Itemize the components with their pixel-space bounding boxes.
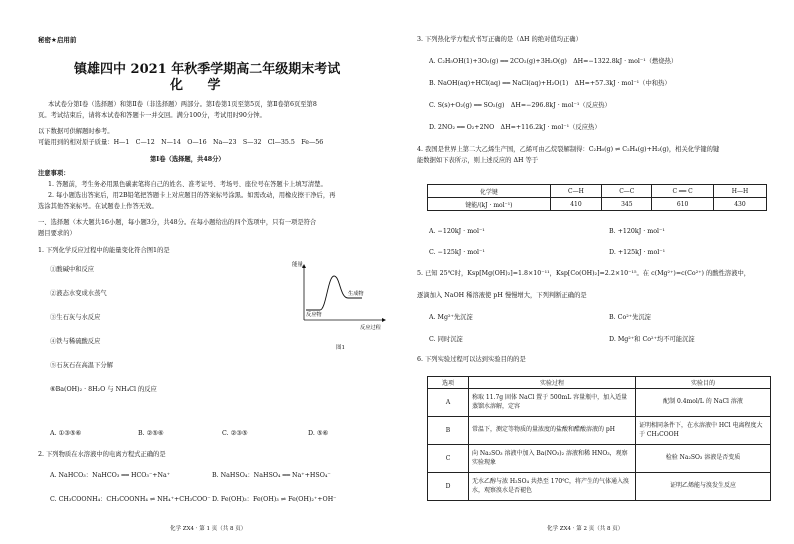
notice-1: 1. 答题前，考生务必用黑色碳素笔将自己的姓名、准考证号、考场号、座位号在答题卡上填写清楚。 <box>48 181 327 188</box>
intro-line-2: 页。考试结束后，请将本试卷和答题卡一并交回。满分100分，考试用时90分钟。 <box>38 112 266 119</box>
table-cell: C—C <box>602 185 652 198</box>
table-cell: A <box>428 389 469 417</box>
table-cell: 化学键 <box>428 185 551 198</box>
table-cell: 410 <box>550 198 602 211</box>
table-header: 实验过程 <box>469 377 636 389</box>
q4-option-b: B. +120kJ · mol⁻¹ <box>609 228 665 235</box>
table-cell: 配制 0.4mol/L 的 NaCl 溶液 <box>636 389 771 417</box>
table-cell: 证明相同条件下，在水溶液中 HCl 电离程度大于 CH₃COOH <box>636 417 771 445</box>
q1-item-2: ②液态水变成水蒸气 <box>50 290 107 297</box>
q5-option-c: C. 同时沉淀 <box>429 336 463 343</box>
part-1-heading-b: 题目要求的） <box>38 230 76 237</box>
question-4-a: 4. 我国是世界上第二大乙烯生产国，乙烯可由乙烷裂解制得：C₂H₆(g) ⇌ C₂H₄(g)+H₂(g)，相关化学键的键 <box>417 146 720 153</box>
table-cell: B <box>428 417 469 445</box>
question-2: 2. 下列物质在水溶液中的电离方程式正确的是 <box>38 451 166 458</box>
q1-item-6: ⑥Ba(OH)₂ · 8H₂O 与 NH₄Cl 的反应 <box>50 386 157 393</box>
table-cell: 证明乙烯能与溴发生反应 <box>636 473 771 501</box>
table-cell: 常温下，测定等物质的量浓度的盐酸和醋酸溶液的 pH <box>469 417 636 445</box>
table-row <box>428 473 771 501</box>
page-2-footer: 化学 ZX4 · 第 2 页（共 8 页） <box>547 526 624 532</box>
q1-option-d: D. ⑤⑥ <box>308 430 329 437</box>
intro-line-1: 本试卷分第Ⅰ卷（选择题）和第Ⅱ卷（非选择题）两部分。第Ⅰ卷第1页至第5页，第Ⅱ卷第6页至第8 <box>48 101 317 108</box>
data-line-1: 以下数据可供解题时参考。 <box>38 128 114 135</box>
table-cell: 检验 Na₂SO₃ 溶液是否变质 <box>636 445 771 473</box>
x-arrow-icon <box>382 318 386 322</box>
q5-option-a: A. Mg²⁺先沉淀 <box>429 314 473 321</box>
q1-option-a: A. ①③⑤⑥ <box>50 430 82 437</box>
q2-option-c: C. CH₃COONH₄：CH₃COONH₄ ⇌ NH₄⁺+CH₃COO⁻ <box>50 496 211 503</box>
notice-title: 注意事项： <box>38 170 70 177</box>
q3-option-a: A. C₂H₅OH(1)+3O₂(g) ══ 2CO₂(g)+3H₂O(g) ΔH=−1322.8kJ · mol⁻¹（燃烧热） <box>429 58 678 65</box>
q1-option-c: C. ②③⑤ <box>222 430 248 437</box>
table-cell: 610 <box>652 198 714 211</box>
q2-option-d: D. Fe(OH)₃：Fe(OH)₃ ⇌ Fe(OH)₂⁺+OH⁻ <box>212 496 337 503</box>
q5-option-b: B. Co²⁺先沉淀 <box>609 314 651 321</box>
table-cell: D <box>428 473 469 501</box>
product-label: 生成物 <box>348 291 364 297</box>
section-1-heading: 第Ⅰ卷（选择题，共48分） <box>150 156 225 163</box>
q2-option-a: A. NaHCO₃：NaHCO₃ ══ HCO₃⁻+Na⁺ <box>50 472 171 479</box>
question-4-b: 能数据如下表所示，则上述反应的 ΔH 等于 <box>417 157 539 164</box>
table-row <box>428 185 767 198</box>
notice-2b: 选涂其他答案标号。在试题卷上作答无效。 <box>38 203 158 210</box>
exam-title: 镇雄四中 2021 年秋季学期高二年级期末考试 <box>74 62 341 77</box>
q4-option-c: C. −125kJ · mol⁻¹ <box>429 249 485 256</box>
table-cell: 无水乙醇与浓 H₂SO₄ 共热至 170℃，将产生的气体通入溴水，观察溴水是否褪色 <box>469 473 636 501</box>
part-1-heading-a: 一、选择题（本大题共16小题，每小题3分，共48分。在每小题给出的四个选项中，只有一项是符合 <box>38 219 317 226</box>
question-5-b: 逐滴加入 NaOH 稀溶液使 pH 慢慢增大，下列判断正确的是 <box>417 292 587 299</box>
table-row <box>428 389 771 417</box>
q4-option-d: D. +125kJ · mol⁻¹ <box>609 249 666 256</box>
table-header: 实验目的 <box>636 377 771 389</box>
atomic-masses: 可能用到的相对原子质量：H—1 C—12 N—14 O—16 Na—23 S—32 Cl—35.5 Fe—56 <box>38 139 324 146</box>
table-cell: 键能/(kJ · mol⁻¹) <box>428 198 551 211</box>
q5-option-d: D. Mg²⁺和 Co²⁺均不可能沉淀 <box>609 336 695 343</box>
table-cell: C ══ C <box>652 185 714 198</box>
reactant-label: 反应物 <box>306 312 322 318</box>
table-row <box>428 445 771 473</box>
q3-option-d: D. 2NO₂ ══ O₂+2NO ΔH=+116.2kJ · mol⁻¹（反应热） <box>429 124 601 131</box>
figure-1-caption: 图1 <box>336 345 345 351</box>
q1-item-3: ③生石灰与水反应 <box>50 314 101 321</box>
notice-2a: 2. 每小题选出答案后，用2B铅笔把答题卡上对应题目的答案标号涂黑。如需改动，用橡皮擦干净后，再 <box>48 192 336 199</box>
table-header: 选项 <box>428 377 469 389</box>
q3-option-b: B. NaOH(aq)+HCl(aq) ══ NaCl(aq)+H₂O(1) ΔH=+57.3kJ · mol⁻¹（中和热） <box>429 80 671 87</box>
table-cell: H—H <box>713 185 766 198</box>
page-2 <box>397 0 794 544</box>
table-row <box>428 377 771 389</box>
x-axis-label: 反应过程 <box>360 325 381 331</box>
table-cell: 向 Na₂SO₃ 溶液中加入 Ba(NO₃)₂ 溶液和稀 HNO₃，观察实验现象 <box>469 445 636 473</box>
table-cell: 称取 11.7g 固体 NaCl 置于 500mL 容量瓶中，加入适量蒸馏水溶解，定容 <box>469 389 636 417</box>
q4-option-a: A. −120kJ · mol⁻¹ <box>429 228 485 235</box>
subject-title: 化 学 <box>170 78 231 93</box>
table-row <box>428 417 771 445</box>
q1-item-4: ④铁与稀硫酸反应 <box>50 338 101 345</box>
bond-energy-table <box>427 184 767 211</box>
q2-option-b: B. NaHSO₄：NaHSO₄ ══ Na⁺+HSO₄⁻ <box>212 472 331 479</box>
y-axis-label: 能量 <box>292 262 304 268</box>
q3-option-c: C. S(s)+O₂(g) ══ SO₂(g) ΔH=−296.8kJ · mol⁻¹（反应热） <box>429 102 611 109</box>
q1-option-b: B. ②⑤⑥ <box>138 430 164 437</box>
experiment-table <box>427 376 771 501</box>
question-1: 1. 下列化学反应过程中的能量变化符合图1的是 <box>38 247 170 254</box>
table-row <box>428 198 767 211</box>
question-3: 3. 下列热化学方程式书写正确的是（ΔH 的绝对值均正确） <box>417 36 582 43</box>
table-cell: C—H <box>550 185 602 198</box>
table-cell: C <box>428 445 469 473</box>
page-1-footer: 化学 ZX4 · 第 1 页（共 8 页） <box>170 526 247 532</box>
q1-item-5: ⑤石灰石在高温下分解 <box>50 362 113 369</box>
q1-item-1: ①酸碱中和反应 <box>50 266 95 273</box>
table-cell: 430 <box>713 198 766 211</box>
table-cell: 345 <box>602 198 652 211</box>
figure-1-energy-diagram <box>290 258 390 334</box>
question-6: 6. 下列实验过程可以达到实验目的的是 <box>417 356 526 363</box>
question-5-a: 5. 已知 25℃时，Ksp[Mg(OH)₂]=1.8×10⁻¹¹，Ksp[Co(OH)₂]=2.2×10⁻¹⁵。在 c(Mg²⁺)=c(Co²⁺) 的酸性溶液中， <box>417 270 751 277</box>
secret-label: 秘密★启用前 <box>38 36 77 44</box>
